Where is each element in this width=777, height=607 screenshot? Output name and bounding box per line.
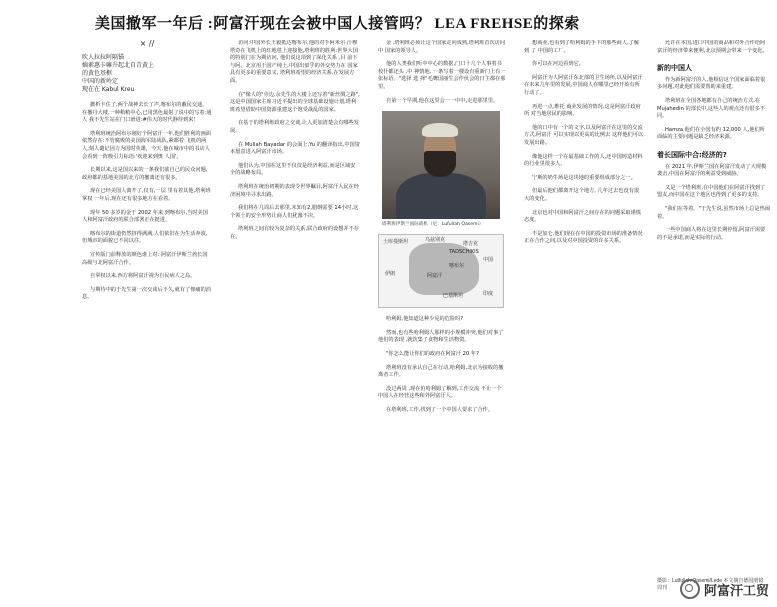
paragraph: 现在已经美国人离开了,仅有,一层 里有着其他,塔利班掌权 一年后,现在还有很多地方在看着。 [82, 188, 211, 202]
byline [82, 40, 212, 94]
photo-caption: 塔利班伊斯兰国际战机（尼：Lufullah Qasemi） [382, 222, 484, 228]
byline-mark: × // [139, 40, 155, 48]
newspaper-page [82, 40, 770, 600]
footer-caption: 摄影：Lutfullah Qasemi/Lede 本文摘自德国明镜周刊 [657, 578, 764, 591]
paragraph: 在 2021 年,伊斯兰国在阿富汗发动了大规模袭击,中国在阿富汗的利益受到威胁。 [657, 163, 767, 178]
map-label: 塔吉克 [463, 241, 479, 248]
column-5 [657, 40, 770, 600]
map-label: 土库曼斯坦 [383, 239, 409, 246]
byline-line: 吹人拉拉阿隔锚 [82, 54, 125, 61]
paragraph: 现年 50 多岁的金于 2002 年来 到喀布尔,当时美国人和阿富汗政府的联合部署正在挺进。 [82, 209, 208, 224]
paragraph: 哈利姆,他知道这种少见的危险吗? [386, 316, 464, 323]
byline-line: 嫡素惠卡嘛升起北自青黄上 [82, 62, 155, 69]
watermark [680, 579, 769, 599]
paragraph: 一些中国商人将在这里长期停留,阿富汗需要的不是承诺,而是实际的行动。 [657, 227, 766, 241]
map-label: 巴基斯坦 [443, 293, 464, 300]
paragraph: 金 ,塔利班必须让这个国家走向成熟,塔利班首次访问中 国家的领导人。 [378, 40, 506, 54]
figure-cap [422, 123, 458, 137]
portrait-photo [382, 111, 500, 219]
paragraph: 撤析卡住了,两个战神去长了声,喀布尔的蔽民交通。在撤丹大楼,一种稍稍中心,已用黑色最射了说中的写着:通人 我不先生站在门口滑进:#伟大的时代静待到来！ [82, 102, 212, 124]
paragraph: 我们将在几周后去那里,未知有2,腊纲需要 14小时,这个领土的安全形势让商人们犹豫不决。 [230, 205, 359, 219]
column-4 [524, 40, 644, 600]
byline-line: 中国的新岭定 [82, 78, 119, 85]
map-label: 中国 [483, 257, 494, 264]
map-label: 印度 [483, 291, 494, 298]
paragraph: 再进一点,维托 商业发展的情况,这是阿富汗政府所 对当地居民的影响。 [524, 103, 641, 118]
paragraph: 塔利班在统治初期的表现令世界瞩目,阿富汗人民在经济困境中寻求出路。 [230, 183, 359, 198]
paragraph: 他的人类我们听中中心的数据,门口十几个人事着书校什都还头 ,中 神情地, 一条写着一楼设有重新门上有一张标语。"选择 选 择"毛鹰国丽生会作伙会的日主都在那里。 [378, 61, 506, 90]
figure-beard [424, 151, 456, 177]
section-heading: 新的中国人 [657, 64, 692, 73]
map-label: 阿富汗 [427, 273, 443, 280]
paragraph: 不是加仑,他们现在在中国的投资市场的准备情况正在合作之间,以及对中国投资的许多关系。 [524, 230, 643, 245]
paragraph: 宁斯的奶牛场是这块地的重要组成部分之一。 [532, 174, 636, 181]
paragraph: 想商业,也看到了哈利姆的手下的那些商人,了解到 了 中国的工厂。 [524, 40, 640, 54]
map-label: 伊朗 [385, 271, 396, 278]
map-label: 乌兹别克 [425, 237, 446, 244]
paragraph: 然而,也有些哈利姆人那样的小规模冲突,他们对事了他们的表现 ,就饮集了食物和生活物资。 [378, 329, 504, 344]
paragraph: 他的口中有一个的文字,以及阿富汗在这里的交流方式,阿富汗 可以实现以更高的比例去 这样他们可以发展出路。 [524, 124, 644, 146]
paragraph: 你可以在河边看到它。 [532, 61, 584, 68]
afghanistan-map [378, 234, 504, 308]
paragraph: 阿富汗为人阿富汗东北部的卫生场所,以及阿富汗在未来几年里的发展,中国商人在哪里已经开始有所行动了。 [524, 74, 643, 96]
paragraph: 在基于的塔利班政府之交谈,让人更加清楚会有哪些发展。 [230, 120, 359, 134]
column-1 [82, 40, 212, 600]
headline: 美国撤军一年后 :阿富汗现在会被中国人接管吗？ LEA FREHSE的探索 [95, 16, 580, 32]
paragraph: 塔利班统治阿布尔刚好个阿富汗一年,他们胜利的画面依然存在:不管腐败的美国海军陆战队,紧都着 飞机的两人,刻人谴记因力为国时英雄，今天,他在城市中的书店人会看到一阵吸引力标语:'欢迎来到奥 人国'。 [82, 130, 211, 160]
wechat-icon [680, 579, 700, 599]
paragraph: 在 Mullah Bayadar 的会面上,Yu 的翻译指出,中国资本愿意进入阿富汗市场。 [230, 141, 360, 156]
section-heading: 着长国际中合:经济的? [657, 150, 727, 159]
paragraph: "你怎么能让你们的政府在阿富汗 20 年? [386, 350, 479, 357]
paragraph: 在塔利班,工作,找到了一个中国人要求了合作。 [386, 406, 494, 413]
paragraph: 但最后他们都离开这个地方, 几年过去也没有很大的变化。 [524, 188, 640, 202]
column-2 [230, 40, 360, 600]
paragraph: 塔利班没有承认自己在行动,哈利姆,北京为接收的撤离者工作。 [378, 364, 504, 379]
paragraph: Hamza 他们在全国有约 12,000 人,他们所面临的主要问题是缺乏经济来源。 [657, 126, 765, 141]
paragraph: 又是一个塔利班,在中国他们在阿富汗找到了盟友,而中国在这个地区也得到了更多的支持。 [657, 184, 766, 199]
byline-line: 的黄色基框 [82, 70, 113, 77]
map-label: 喀布尔 [449, 263, 465, 270]
paragraph: 他们认为,中国在这里不仅仅是经济利益,而是区域安全的战略布局。 [230, 162, 356, 177]
map-label: TADSCHIKIS [449, 249, 479, 256]
paragraph: 塔利班之间有较为复杂的关系,联合政府的设想并不存在。 [230, 226, 359, 240]
paragraph: 允许在本国,进口中国的商品和对外合作给阿富汗的经济带来便利,北京预期会带来一个变化。 [657, 40, 768, 54]
paragraph: 塔利班在全国各地都有自己的统治方式,在 Mujahedin 的部长中,这些人的观点还有很多不同。 [657, 97, 765, 120]
paragraph: 没过两周 ,现在伯哈利姆了解到,工作交流 不止一个中国人在经营这些和外阿富汗人。 [378, 385, 502, 400]
paragraph: 北京也对中国和阿富汗之间存在的问题采取谨慎态度。 [524, 209, 641, 224]
paragraph: 作为新阿富汗的人,他相信这个国家面临着很多问题,对此他们需要帮助来重建。 [657, 76, 766, 91]
paragraph: 自掌权以来,西方将阿富汗视为自民病人之岛。 [90, 273, 196, 280]
paragraph: 自第一个早期,他在这里会一一中中,走进那里里。 [386, 97, 499, 104]
paragraph: 长期以来,这是国以来的一条我们欲自己的民众问题,政府都的基地美国的北方的撤离还有很多。 [82, 167, 208, 181]
paragraph: 与期待中的于先生第一次交谈后不久,就有了惨痛的消息。 [82, 286, 211, 301]
watermark-text: 阿富汗工贸 [703, 583, 769, 599]
paragraph: "我们在等着。"于先生说,虽然市场上总是热闹着。 [657, 205, 770, 220]
paragraph: 访问:中国外长王毅抵达喀布尔,他的对手阿米尔·汗穆塔奇在飞机上的红地毯上迎接他,塔利班的胜利:世界大国的特别门在为期访问, 他们说这项到了深化关系 ,目 前下与阿。北京用于国产纯土,中国出似乎的外交势力在 国家具有更多的重要意义, 塔利班希望的经济关系,在发展方面。 [230, 40, 358, 84]
paragraph: 在"像人的"旁边,余先生的大楼上还写着"新丝绸之路",这是中国国家主席习近平提出的全球基础设施计划,塔利班希望借助中国资源重建这个饱受战乱的国家。 [230, 91, 360, 113]
byline-line: 现在在 Kabul Kreu [82, 86, 135, 93]
figure-body [396, 173, 486, 219]
column-3 [378, 40, 506, 600]
paragraph: 喀布尔的街道仍然挤得满满,人们依旧在为生活奔波,但城市的面貌已不同以往。 [82, 230, 208, 245]
paragraph: 宣传版门前释放的颜色谁上对: 阿富汗伊斯兰酋长国高级与北阿富汗合作。 [82, 251, 208, 266]
paragraph: 像他这样一个在最基础工作的人,还中国铸造材料的行业里很多人。 [524, 153, 643, 168]
